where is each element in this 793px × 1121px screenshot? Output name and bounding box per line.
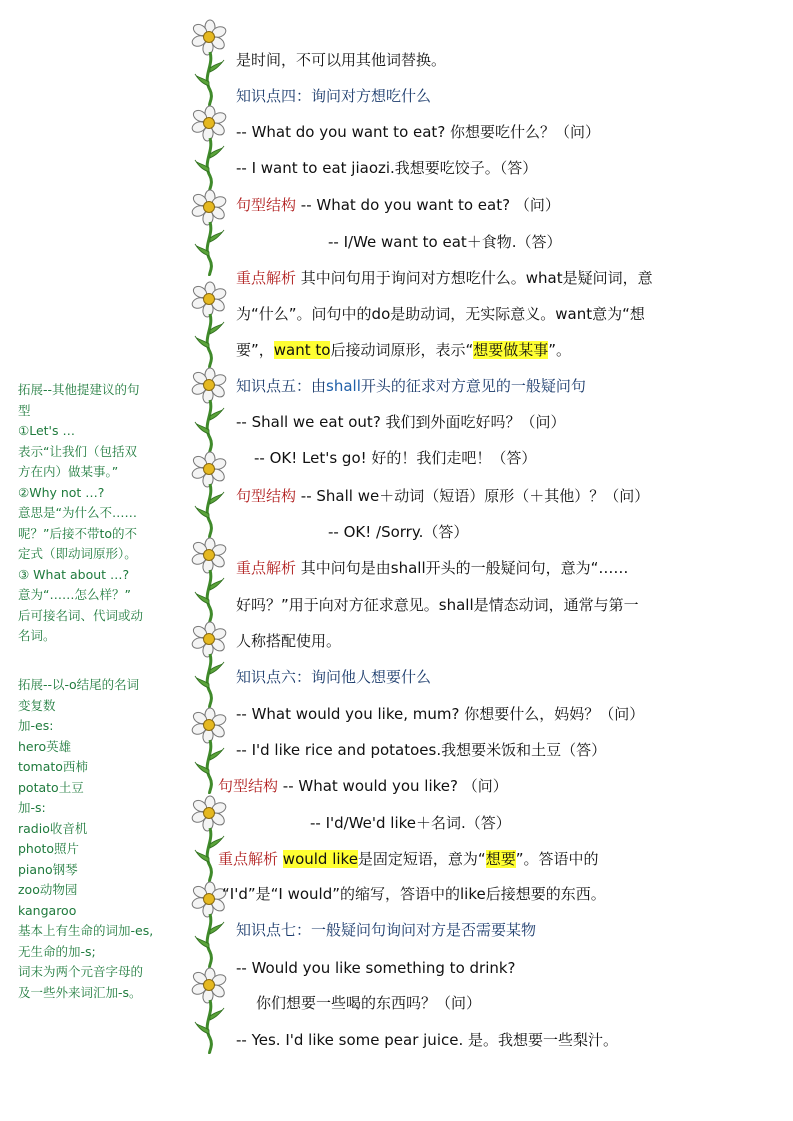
- analysis-label: 重点解析: [236, 269, 297, 287]
- daisy-flower-icon: [188, 366, 232, 454]
- note-line: 拓展--其他提建议的句: [18, 382, 140, 397]
- title-text: 开头的征求对方意见的一般疑问句: [360, 377, 586, 395]
- point4-title: 知识点四：询问对方想吃什么: [236, 87, 432, 105]
- note-line: 拓展--以-o结尾的名词: [18, 677, 140, 692]
- daisy-flower-icon: [188, 620, 232, 708]
- analysis-text: 其中问句用于询问对方想吃什么。what是疑问词，意: [296, 269, 653, 287]
- point4-structure-question: [236, 195, 560, 215]
- point5-title: [236, 376, 586, 396]
- analysis-label: 重点解析: [236, 559, 297, 577]
- structure-question-text: -- What would you like? （问）: [278, 777, 508, 795]
- note-line: 加-s:: [18, 800, 46, 815]
- point4-analysis-line3: [236, 340, 571, 360]
- note-line: 加-es:: [18, 718, 54, 733]
- highlight-want-to: want to: [273, 341, 331, 359]
- daisy-flower-icon: [188, 536, 232, 624]
- point5-question: -- Shall we eat out? 我们到外面吃好吗？（问）: [236, 413, 566, 431]
- point4-answer: -- I want to eat jiaozi.我想要吃饺子。（答）: [236, 159, 538, 177]
- note-line: ①Let's …: [18, 423, 75, 438]
- note-line: 及一些外来词汇加-s。: [18, 984, 142, 1000]
- note-line: ③ What about …?: [18, 566, 130, 582]
- point6-title: 知识点六：询问他人想要什么: [236, 668, 432, 686]
- point7-question: -- Would you like something to drink?: [236, 959, 516, 977]
- note-line: zoo动物园: [18, 882, 78, 897]
- structure-label: 句型结构: [236, 196, 297, 214]
- title-text: 知识点五：由: [236, 377, 327, 395]
- note-line: 名词。: [18, 628, 56, 643]
- point6-question: -- What would you like, mum? 你想要什么，妈妈？（问）: [236, 705, 645, 723]
- note-line: 意为“……怎么样？”: [18, 587, 131, 602]
- analysis-text: 要”，: [236, 341, 274, 359]
- note-line: photo照片: [18, 841, 80, 856]
- point7-title: 知识点七：一般疑问句询问对方是否需要某物: [236, 921, 537, 939]
- point5-answer: -- OK! Let's go! 好的！我们走吧！（答）: [254, 449, 537, 467]
- point5-analysis-line3: 人称搭配使用。: [236, 632, 342, 650]
- point6-structure-question: [218, 776, 508, 796]
- note-line: 无生命的加-s;: [18, 943, 96, 959]
- daisy-flower-icon: [188, 450, 232, 538]
- point4-question: -- What do you want to eat? 你想要吃什么？（问）: [236, 123, 601, 141]
- analysis-text: 后接动词原形，表示“: [330, 341, 474, 359]
- note-line: tomato西柿: [18, 759, 88, 774]
- note-line: ②Why not …?: [18, 484, 105, 500]
- point6-structure-answer: -- I'd/We'd like＋名词.（答）: [310, 814, 511, 832]
- highlight-phrase: 想要做某事: [473, 341, 549, 359]
- note-line: 呢？”后接不带to的不: [18, 525, 138, 541]
- daisy-flower-icon: [188, 280, 232, 368]
- point6-analysis-line2: “I'd”是“I would”的缩写，答语中的like后接想要的东西。: [222, 885, 606, 903]
- note-line: 型: [18, 402, 31, 418]
- point5-analysis-line1: [236, 558, 628, 578]
- analysis-text: 是固定短语，意为“: [357, 850, 486, 868]
- point7-answer: -- Yes. I'd like some pear juice. 是。我想要一些梨汁。: [236, 1031, 618, 1049]
- note-line: kangaroo: [18, 902, 77, 918]
- note-line: piano钢琴: [18, 861, 78, 877]
- structure-question-text: -- What do you want to eat? （问）: [296, 196, 560, 214]
- point4-analysis-line2: 为“什么”。问句中的do是助动词，无实际意义。want意为“想: [236, 305, 645, 323]
- note-line: 词末为两个元音字母的: [18, 964, 144, 979]
- analysis-text: ”。答语中的: [515, 850, 599, 868]
- point4-analysis-line1: [236, 268, 653, 288]
- highlight-phrase: 想要: [485, 850, 516, 868]
- note-line: hero英雄: [18, 738, 72, 754]
- note-line: 基本上有生命的词加-es,: [18, 923, 154, 938]
- structure-label: 句型结构: [218, 777, 279, 795]
- point5-structure-answer: -- OK! /Sorry.（答）: [328, 523, 469, 541]
- daisy-flower-icon: [188, 104, 232, 192]
- analysis-text: 其中问句是由shall开头的一般疑问句，意为“……: [296, 559, 629, 577]
- point5-structure-question: [236, 486, 649, 506]
- note-line: 变复数: [18, 697, 56, 713]
- note-line: 意思是“为什么不……: [18, 505, 137, 520]
- point6-analysis-line1: [218, 849, 599, 869]
- note-line: 定式（即动词原形）。: [18, 546, 137, 561]
- sidebar-note-plurals: [18, 675, 193, 1003]
- note-line: potato土豆: [18, 779, 84, 795]
- title-keyword: shall: [326, 377, 361, 395]
- daisy-flower-icon: [188, 18, 232, 106]
- highlight-would-like: would like: [282, 850, 358, 868]
- daisy-flower-icon: [188, 188, 232, 276]
- point7-question-translation: 你们想要一些喝的东西吗？（问）: [256, 994, 482, 1012]
- point5-analysis-line2: 好吗？”用于向对方征求意见。shall是情态动词，通常与第一: [236, 596, 639, 614]
- analysis-text: ”。: [548, 341, 572, 359]
- note-line: 后可接名词、代词或动: [18, 607, 144, 623]
- intro-line: 是时间，不可以用其他词替换。: [236, 51, 447, 69]
- point4-structure-answer: -- I/We want to eat＋食物.（答）: [328, 233, 562, 251]
- daisy-flower-icon: [188, 966, 232, 1054]
- note-line: 表示“让我们（包括双: [18, 443, 137, 459]
- analysis-label: 重点解析: [218, 850, 279, 868]
- note-line: radio收音机: [18, 820, 88, 836]
- structure-question-text: -- Shall we＋动词（短语）原形（＋其他）？（问）: [296, 487, 650, 505]
- note-line: 方在内）做某事。”: [18, 464, 119, 479]
- point6-answer: -- I'd like rice and potatoes.我想要米饭和土豆（答）: [236, 741, 607, 759]
- sidebar-note-suggestions: [18, 380, 193, 647]
- structure-label: 句型结构: [236, 487, 297, 505]
